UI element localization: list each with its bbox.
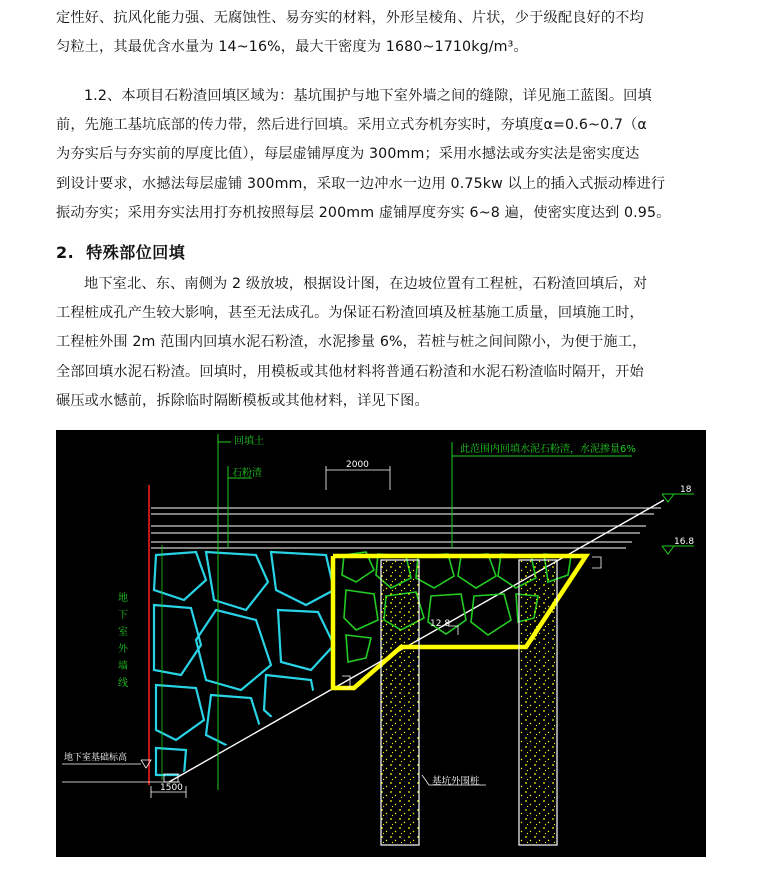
- cad-section-drawing: [56, 430, 706, 857]
- section-title: 特殊部位回填: [86, 243, 186, 262]
- text-line: 前，先施工基坑底部的传力带，然后进行回填。采用立式夯机夯实时，夯填度α=0.6~0.7（α: [56, 117, 647, 134]
- text-line: 1.2、本项目石粉渣回填区域为：基坑围护与地下室外墙之间的缝隙，详见施工蓝图。回填: [84, 88, 652, 104]
- text-line: 工程桩外围 2m 范围内回填水泥石粉渣，水泥掺量 6%，若桩与桩之间间隙小，为便于施工，: [56, 334, 647, 351]
- text-line: 匀粒土，其最优含水量为 14~16%，最大干密度为 1680~1710kg/m³。: [56, 39, 528, 56]
- text-line: 振动夯实；采用夯实法用打夯机按照每层 200mm 虚铺厚度夯实 6~8 遍，使密实度达到 0.95。: [56, 204, 671, 221]
- rock-fill: [154, 552, 334, 775]
- text-line: 工程桩成孔产生较大影响，甚至无法成孔。为保证石粉渣回填及桩基施工质量，回填施工时，: [56, 305, 644, 322]
- text-line: 地下室北、东、南侧为 2 级放坡，根据设计图，在边坡位置有工程桩，石粉渣回填后，对: [84, 276, 648, 292]
- text-line: 全部回填水泥石粉渣。回填时，用模板或其他材料将普通石粉渣和水泥石粉渣临时隔开，开始: [56, 363, 644, 380]
- dim-bottom-label: 1500: [160, 783, 183, 793]
- paragraph-1: [56, 4, 716, 62]
- text-line: 定性好、抗风化能力强、无腐蚀性、易夯实的材料，外形呈棱角、片状，少于级配良好的不均: [56, 10, 644, 26]
- basement-base-label: 地下室基础标高: [64, 753, 128, 763]
- stone-powder-label: 石粉渣: [232, 468, 262, 479]
- elevation-label: 16.8: [674, 537, 695, 547]
- text-line: 碾压或水憾前，拆除临时隔断模板或其他材料，详见下图。: [56, 392, 429, 409]
- text-line: 到设计要求，水撼法每层虚铺 300mm，采取一边冲水一边用 0.75kw 以上的插入式振动棒进行: [56, 175, 666, 192]
- pile-label: 基坑外围桩: [432, 776, 480, 787]
- pile: [519, 560, 557, 845]
- basement-wall-label: 地下室外墙线: [118, 593, 128, 689]
- section-heading: [56, 240, 185, 263]
- dim-top-label: 2000: [346, 460, 369, 470]
- elevation-label: 18: [680, 485, 692, 495]
- section-number: 2.: [56, 243, 75, 262]
- small-dim-label: 12.8: [430, 619, 451, 629]
- pile: [381, 560, 419, 845]
- cement-note-label: 此范围内回填水泥石粉渣，水泥掺量6%: [460, 444, 636, 455]
- text-line: 为夯实后与夯实前的厚度比值），每层虚铺厚度为 300mm；采用水撼法或夯实法是密实度达: [56, 146, 640, 163]
- paragraph-2: [56, 82, 716, 228]
- paragraph-3: [56, 270, 716, 416]
- backfill-soil-label: 回填土: [234, 436, 264, 447]
